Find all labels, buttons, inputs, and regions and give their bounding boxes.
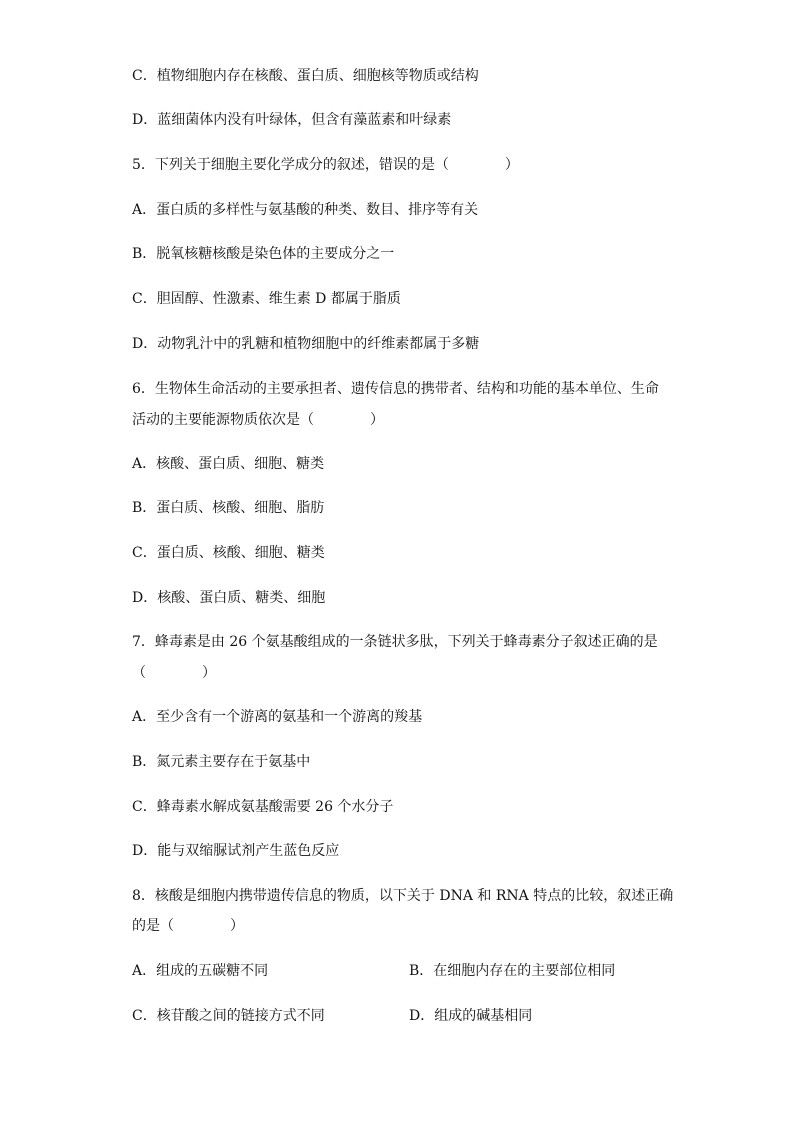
- q8-stem-line2: 的是（ ）: [132, 918, 244, 934]
- q8-option-a: A．组成的五碳糖不同: [132, 963, 269, 979]
- q8-option-d: D．组成的碱基相同: [409, 1008, 533, 1024]
- q6-option-d: D．核酸、蛋白质、糖类、细胞: [132, 590, 326, 606]
- q5-option-b: B．脱氧核糖核酸是染色体的主要成分之一: [132, 246, 395, 262]
- q5-option-d: D．动物乳汁中的乳糖和植物细胞中的纤维素都属于多糖: [132, 336, 480, 352]
- q6-stem-line1: 6．生物体生命活动的主要承担者、遗传信息的携带者、结构和功能的基本单位、生命: [132, 381, 659, 397]
- q7-stem-line1: 7．蜂毒素是由 26 个氨基酸组成的一条链状多肽，下列关于蜂毒素分子叙述正确的是: [132, 634, 658, 650]
- q5-option-c: C．胆固醇、性激素、维生素 D 都属于脂质: [132, 291, 401, 307]
- q4-option-c: C．植物细胞内存在核酸、蛋白质、细胞核等物质或结构: [132, 68, 479, 84]
- q5-stem: 5．下列关于细胞主要化学成分的叙述，错误的是（ ）: [132, 157, 519, 173]
- q7-option-d: D．能与双缩脲试剂产生蓝色反应: [132, 843, 340, 859]
- q5-option-a: A．蛋白质的多样性与氨基酸的种类、数目、排序等有关: [132, 202, 479, 218]
- q7-option-b: B．氮元素主要存在于氨基中: [132, 754, 311, 770]
- q8-option-b: B．在细胞内存在的主要部位相同: [409, 963, 616, 979]
- q6-option-c: C．蛋白质、核酸、细胞、糖类: [132, 545, 325, 561]
- q7-option-a: A．至少含有一个游离的氨基和一个游离的羧基: [132, 709, 423, 725]
- q7-stem-line2: （ ）: [132, 665, 216, 681]
- q6-option-b: B．蛋白质、核酸、细胞、脂肪: [132, 500, 325, 516]
- q6-stem-line2: 活动的主要能源物质依次是（ ）: [132, 412, 384, 428]
- q4-option-d: D．蓝细菌体内没有叶绿体，但含有藻蓝素和叶绿素: [132, 112, 452, 128]
- q6-option-a: A．核酸、蛋白质、细胞、糖类: [132, 456, 325, 472]
- q8-option-c: C．核苷酸之间的链接方式不同: [132, 1008, 325, 1024]
- q8-stem-line1: 8．核酸是细胞内携带遗传信息的物质，以下关于 DNA 和 RNA 特点的比较，叙述正确: [132, 888, 674, 904]
- q7-option-c: C．蜂毒素水解成氨基酸需要 26 个水分子: [132, 799, 394, 815]
